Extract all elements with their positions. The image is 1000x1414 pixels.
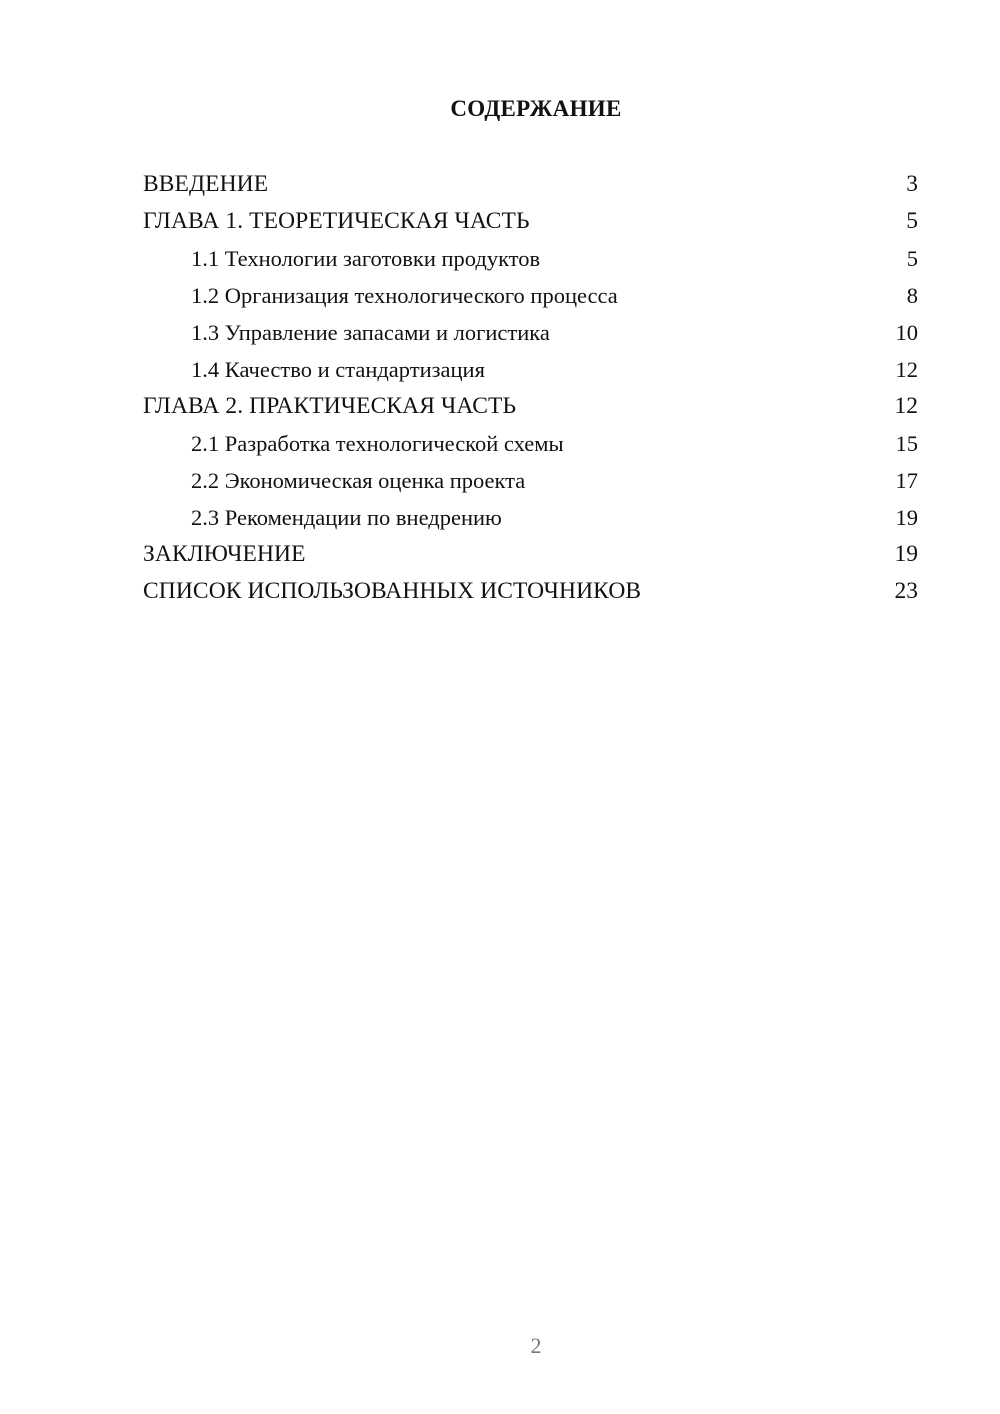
toc-entry-label: ЗАКЛЮЧЕНИЕ [143, 541, 306, 567]
toc-entry-label: 2.3 Рекомендации по внедрению [191, 505, 502, 530]
toc-entry-page: 15 [895, 431, 918, 456]
table-of-contents [143, 166, 918, 610]
toc-entry-page: 17 [895, 468, 918, 493]
toc-entry-label: ГЛАВА 2. ПРАКТИЧЕСКАЯ ЧАСТЬ [143, 393, 517, 419]
toc-entry-page: 12 [895, 357, 918, 382]
toc-entry-page: 12 [894, 393, 918, 419]
toc-entry-page: 5 [906, 208, 918, 234]
toc-entry-section-1-1[interactable] [143, 240, 918, 277]
page-number: 2 [530, 1333, 542, 1358]
toc-entry-section-1-4[interactable] [143, 351, 918, 388]
toc-entry-chapter-2[interactable] [143, 388, 918, 425]
toc-entry-label: 1.4 Качество и стандартизация [191, 357, 485, 382]
toc-title: СОДЕРЖАНИЕ [450, 96, 622, 121]
toc-entry-section-2-2[interactable] [143, 462, 918, 499]
toc-entry-page: 19 [895, 505, 918, 530]
toc-entry-label: СПИСОК ИСПОЛЬЗОВАННЫХ ИСТОЧНИКОВ [143, 578, 642, 604]
toc-entry-section-2-3[interactable] [143, 499, 918, 536]
toc-entry-label: 1.2 Организация технологического процесса [191, 283, 618, 308]
toc-entry-section-2-1[interactable] [143, 425, 918, 462]
toc-entry-introduction[interactable] [143, 166, 918, 203]
toc-entry-page: 23 [894, 578, 918, 604]
toc-entry-page: 10 [895, 320, 918, 345]
toc-entry-label: 1.1 Технологии заготовки продуктов [191, 246, 541, 271]
toc-entry-label: 2.2 Экономическая оценка проекта [191, 468, 526, 493]
toc-entry-label: 2.1 Разработка технологической схемы [191, 431, 564, 456]
toc-entry-page: 5 [906, 246, 918, 271]
toc-entry-section-1-3[interactable] [143, 314, 918, 351]
toc-entry-section-1-2[interactable] [143, 277, 918, 314]
toc-entry-chapter-1[interactable] [143, 203, 918, 240]
toc-entry-label: 1.3 Управление запасами и логистика [191, 320, 550, 345]
toc-entry-label: ГЛАВА 1. ТЕОРЕТИЧЕСКАЯ ЧАСТЬ [143, 208, 530, 234]
toc-entry-page: 8 [906, 283, 918, 308]
toc-entry-page: 19 [894, 541, 918, 567]
toc-entry-conclusion[interactable] [143, 536, 918, 573]
toc-entry-references[interactable] [143, 573, 918, 610]
toc-entry-label: ВВЕДЕНИЕ [143, 171, 269, 197]
toc-entry-page: 3 [906, 171, 918, 197]
